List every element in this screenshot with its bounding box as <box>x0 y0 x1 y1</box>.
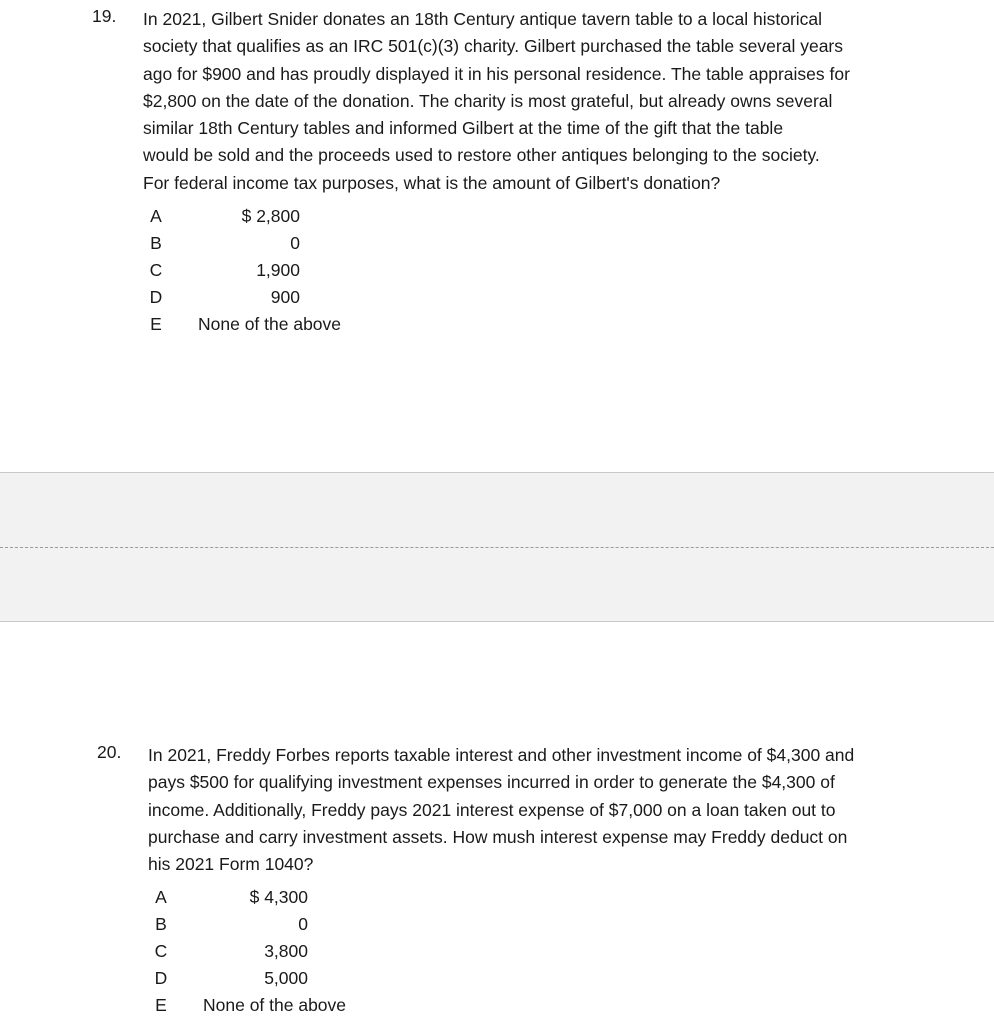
question-text <box>143 6 850 197</box>
option-letter: A <box>155 887 167 907</box>
option-value: 3,800 <box>264 941 308 961</box>
option-value: $ 4,300 <box>249 887 308 907</box>
option-value: 900 <box>270 287 300 307</box>
option-letter: C <box>149 260 163 280</box>
question-number: 19. <box>92 6 117 26</box>
option-letter: B <box>155 914 167 934</box>
option-letter: C <box>154 941 168 961</box>
page-break <box>0 472 994 622</box>
question-line: his 2021 Form 1040? <box>148 854 314 875</box>
question-line: In 2021, Freddy Forbes reports taxable interest and other investment income of $4,300 and <box>148 745 855 765</box>
option-value: 0 <box>290 233 300 253</box>
option-letter: A <box>150 206 162 226</box>
question-line: similar 18th Century tables and informed Gilbert at the time of the gift that the table <box>143 118 784 139</box>
option-value: 1,900 <box>256 260 300 280</box>
question-line: society that qualifies as an IRC 501(c)(3) charity. Gilbert purchased the table several years <box>143 36 843 57</box>
question-line: $2,800 on the date of the donation. The charity is most grateful, but already owns several <box>143 90 833 111</box>
question-line: income. Additionally, Freddy pays 2021 interest expense of $7,000 on a loan taken out to <box>148 799 836 820</box>
question-text <box>148 742 854 878</box>
question-line: ago for $900 and has proudly displayed it in his personal residence. The table appraises for <box>143 63 850 84</box>
option-letter: D <box>154 968 168 988</box>
option-value: $ 2,800 <box>241 206 300 226</box>
question-line: For federal income tax purposes, what is the amount of Gilbert's donation? <box>143 172 721 193</box>
page-break-dashed-line <box>0 547 994 548</box>
option-value: None of the above <box>198 314 342 334</box>
option-value: 5,000 <box>264 968 308 988</box>
question-number: 20. <box>97 742 122 762</box>
option-value: None of the above <box>203 995 347 1015</box>
question-line: purchase and carry investment assets. How mush interest expense may Freddy deduct on <box>148 826 848 847</box>
question-line: In 2021, Gilbert Snider donates an 18th Century antique tavern table to a local historical <box>143 9 823 29</box>
option-value: 0 <box>298 914 308 934</box>
option-letter: D <box>149 287 163 307</box>
question-line: pays $500 for qualifying investment expenses incurred in order to generate the $4,300 of <box>148 772 835 793</box>
question-line: would be sold and the proceeds used to restore other antiques belonging to the society. <box>143 145 820 166</box>
option-letter: B <box>150 233 162 253</box>
option-letter: E <box>155 995 167 1015</box>
option-letter: E <box>150 314 162 334</box>
